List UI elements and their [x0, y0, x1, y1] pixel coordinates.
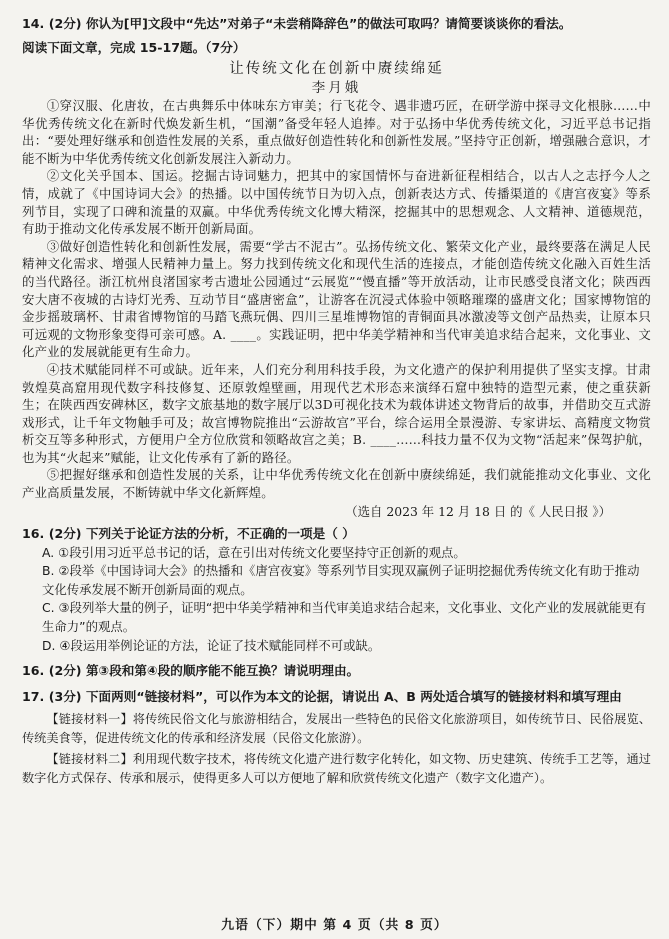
- question-16-option-b: B. ②段举《中国诗词大会》的热播和《唐宫夜宴》等系列节目实现双赢例子证明挖掘优秀传统文化有助于推动文化传承发展不断开创新局面的观点。: [42, 563, 640, 597]
- article-paragraph-3: ③做好创造性转化和创新性发展，需要“学古不泥古”。弘扬传统文化、繁荣文化产业，最终要落在满足人民精神文化需求、增强人民精神力量上。努力找到传统文化和现代生活的连接点，才能创造传统文化融入百姓生活的当代路径。浙江杭州良渚国家考古遗址公园通过“云展览”“慢直播”等开放活动，让市民感受良渚文化；陕西西安大唐不夜城的古诗灯光秀、互动节目“盛唐密盒”，让游客在沉浸式体验中领略璀璨的盛唐文化；国家博物馆的金步摇玻璃杯、甘肃省博物馆的马踏飞燕玩偶、四川三星堆博物馆的青铜面具冰激凌等文创产品热卖，让原本只可远观的文物形象变得可亲可感。A. ____。实践证明，把中华美学精神和当代审美追求结合起来，文化事业、文化产业的发展就能更有生命力。: [22, 238, 651, 360]
- question-16-option-d: D. ④段运用举例论证的方法，论证了技术赋能同样不可或缺。: [42, 637, 381, 653]
- article-author: 李月娥: [311, 80, 362, 96]
- question-16-option-a: A. ①段引用习近平总书记的话，意在引出对传统文化要坚持守正创新的观点。: [42, 544, 466, 560]
- question-16-stem: 16. (2分) 下列关于论证方法的分析，不正确的一项是（ ）: [22, 525, 355, 541]
- article-title: 让传统文化在创新中赓续绵延: [229, 61, 444, 77]
- article-paragraph-5: ⑤把握好继承和创造性发展的关系，让中华优秀传统文化在创新中赓续绵延，我们就能推动文化事业、文化产业高质量发展，不断铸就中华文化新辉煌。: [22, 467, 651, 501]
- article-paragraph-2: ②文化关乎国本、国运。挖掘古诗词魅力，把其中的家国情怀与奋进新征程相结合，以古人之志抒今人之情，成就了《中国诗词大会》的热播。以中国传统节日为切入点，创新表达方式、传播渠道的《唐宫夜宴》等系列节目，实现了口碑和流量的双赢。中华优秀传统文化博大精深，挖掘其中的思想观念、人文精神、道德规范，有助于推动文化传承发展不断开创新局面。: [22, 168, 651, 237]
- question-14: 14. (2分) 你认为[甲]文段中“先达”对弟子“未尝稍降辞色”的做法可取吗？请简要谈谈你的看法。: [22, 16, 572, 31]
- question-16-option-c: C. ③段列举大量的例子，证明“把中华美学精神和当代审美追求结合起来，文化事业、文化产业的发展就能更有生命力”的观点。: [42, 600, 647, 635]
- reading-intro: 阅读下面文章，完成 15-17题。（7分）: [22, 40, 246, 55]
- link-material-1: 【链接材料一】将传统民俗文化与旅游相结合，发展出一些特色的民俗文化旅游项目，如传统节日、民俗展览、传统美食等，促进传统文化的传承和经济发展（民俗文化旅游）。: [22, 712, 651, 745]
- question-17: 17. (3分) 下面两则“链接材料”，可以作为本文的论据，请说出 A、B 两处适合填写的链接材料和填写理由: [22, 689, 622, 705]
- article-paragraph-1: ①穿汉服、化唐妆，在古典舞乐中体味东方审美；行飞花令、遇非遗巧匠，在研学游中探寻文化根脉……中华优秀传统文化在新时代焕发新生机，“国潮”备受年轻人追捧。对于弘扬中华优秀传统文化，习近平总书记指出：“要处理好继承和创造性发展的关系，重点做好创造性转化和创新性发展。”坚持守正创新，增强融合意识，才能不断为中华优秀传统文化创新发展注入新动力。: [22, 98, 651, 166]
- article-source: （选自 2023 年 12 月 18 日 的《 人民日报 》）: [345, 503, 611, 519]
- page-footer: 九语（下）期中 第 4 页（共 8 页）: [221, 918, 448, 933]
- question-16-order: 16. (2分) 第③段和第④段的顺序能不能互换？请说明理由。: [22, 663, 360, 679]
- article-paragraph-4: ④技术赋能同样不可或缺。近年来，人们充分利用科技手段，为文化遗产的保护利用提供了坚实支撑。甘肃敦煌莫高窟用现代数字科技修复、还原敦煌壁画，用现代艺术形态来演绎石窟中独特的造型元素，使之重获新生；在陕西西安碑林区，数字文旅基地的数字展厅以3D可视化技术为载体讲述文物背后的故事，并借助交互式游戏形式，让千年文物触手可及；故宫博物院推出“云游故宫”平台，综合运用全景漫游、专家讲坛、高精度文物赏析交互等多种形式，方便用户全方位欣赏和领略故宫之美；B. ____……科技力量不仅为文物“活起来”保驾护航，也为其“火起来”赋能，让文化传承有了新的路径。: [22, 361, 651, 465]
- link-material-2: 【链接材料二】利用现代数字技术，将传统文化遗产进行数字化转化，如文物、历史建筑、传统手工艺等，通过数字化方式保存、传承和展示，使得更多人可以方便地了解和欣赏传统文化遗产（数字文化遗产）。: [22, 752, 651, 785]
